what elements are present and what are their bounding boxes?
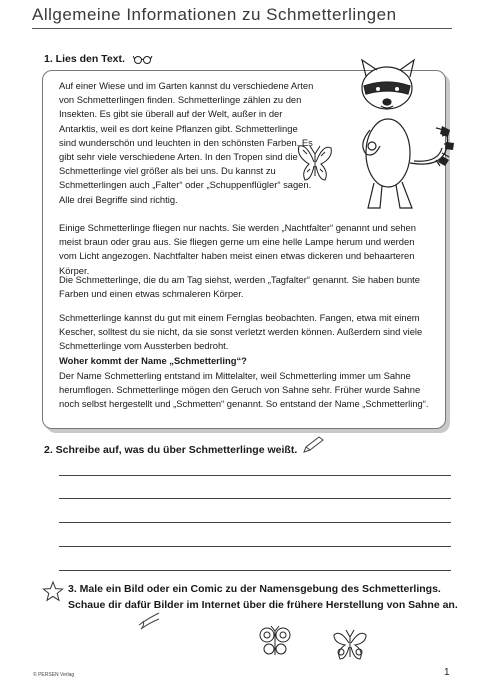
- page-number: 1: [444, 667, 450, 678]
- paragraph-intro: Auf einer Wiese und im Garten kannst du verschiedene Arten von Schmetterlingen finden. Schmetterlinge zählen zu den Insekten. Es gibt sie überall auf der Welt, außer in der Antarktis, weil es dort keine Pflanzen gibt. Schmetterlinge sind wunderschön und leuchten in den schönsten Farben. Es gibt sehr viele verschiedene Arten. In den Tropen sind die Schmetterlinge viel größer als bei uns. Du kannst zu Schmetterlingen auch „Falter“ oder „Schuppenflügler“ sagen. Alle drei Begriffe sind richtig.: [59, 80, 314, 205]
- butterfly-icon: [297, 140, 333, 184]
- butterfly-icon: [258, 625, 292, 659]
- writing-line[interactable]: [59, 498, 451, 499]
- writing-line[interactable]: [59, 546, 451, 547]
- glasses-icon: [133, 54, 153, 64]
- publisher-footer: © PERSEN Verlag: [33, 672, 75, 678]
- paragraph-tagfalter: Die Schmetterlinge, die du am Tag siehst, werden „Tagfalter“ genannt. Sie haben bunte Farben und einen etwas schmaleren Körper.: [59, 274, 420, 300]
- paragraph-name-origin: Der Name Schmetterling entstand im Mittelalter, weil Schmetterling immer um Sahne herumflogen. Schmetterlinge mögen den Geruch von Sahne sehr. Früher wurde Sahne noch selbst hergestellt und „Schmetten“ genannt. So entstand der Name „Schmetterling“.: [59, 370, 429, 410]
- raccoon-illustration: [350, 58, 460, 218]
- writing-line[interactable]: [59, 522, 451, 523]
- task-1-heading: 1. Lies den Text.: [44, 53, 125, 65]
- brush-icon: [137, 611, 161, 631]
- butterfly-icon: [332, 627, 368, 663]
- writing-line[interactable]: [59, 475, 451, 476]
- star-icon: [42, 581, 64, 602]
- paragraph-nachtfalter: Einige Schmetterlinge fliegen nur nachts. Sie werden „Nachtfalter“ genannt und sehen meist braun oder grau aus. Sie fliegen gerne um eine helle Lampe herum und werden vom Licht angezogen. Nachtfalter haben meist einen etwas dickeren und behaarteren Körper.: [59, 222, 416, 276]
- page-title: Allgemeine Informationen zu Schmetterlingen: [32, 5, 452, 29]
- task-3-heading: 3. Male ein Bild oder ein Comic zu der Namensgebung des Schmetterlings. Schaue dir dafür Bilder im Internet über die frühere Herstellung von Sahne an.: [68, 583, 458, 611]
- task-2-heading: 2. Schreibe auf, was du über Schmetterlinge weißt.: [44, 444, 298, 456]
- pencil-icon: [302, 436, 324, 454]
- name-origin-heading: Woher kommt der Name „Schmetterling“?: [59, 355, 247, 366]
- writing-line[interactable]: [59, 570, 451, 571]
- paragraph-beobachten: Schmetterlinge kannst du gut mit einem Fernglas beobachten. Fangen, etwa mit einem Kescher, solltest du sie nicht, da sie sonst verletzt werden können. Außerdem sind viele Schmetterlinge vom Aussterben bedroht.: [59, 312, 423, 352]
